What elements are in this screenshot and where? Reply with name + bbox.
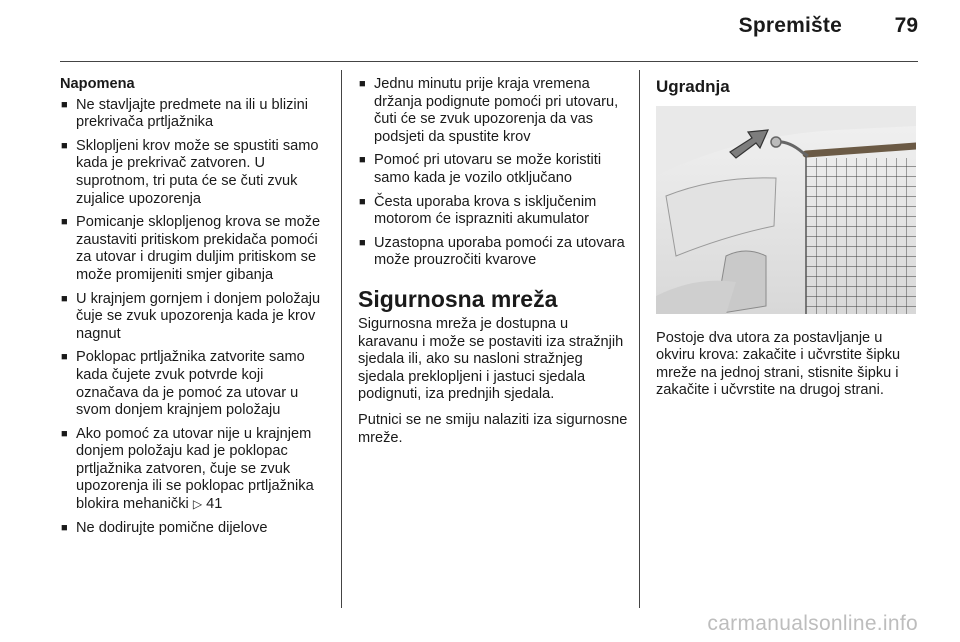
list-item: ■ Poklopac prtljažnika zatvorite samo kada čujete zvuk potvrde koji označava da je pomoć za utovar u svom donjem krajnjem položaju <box>61 349 305 419</box>
note-heading: Napomena <box>60 76 135 92</box>
bullet-square-icon: ■ <box>61 521 68 534</box>
list-item: ■ Pomicanje sklopljenog krova se može zaustaviti pritiskom prekidača pomoći za utovar i drugim duljim pritiskom se može promijeniti smjer gibanja <box>61 214 321 283</box>
list-item: ■ Sklopljeni krov može se spustiti samo kada je prekrivač zatvoren. U suprotnom, tri puta će se čuti zvuk zujalice upozorenja <box>61 137 319 207</box>
bullet-square-icon: ■ <box>61 292 68 305</box>
bullet-square-icon: ■ <box>61 427 68 440</box>
subsection-title: Ugradnja <box>656 77 730 96</box>
section-paragraph: Putnici se ne smiju nalaziti iza sigurnosne mreže. <box>358 411 628 446</box>
list-item: ■ Česta uporaba krova s isključenim motorom će isprazniti akumulator <box>359 193 597 228</box>
column-1 <box>60 76 326 543</box>
bullet-square-icon: ■ <box>359 195 366 208</box>
section-paragraph: Sigurnosna mreža je dostupna u karavanu i može se postaviti iza stražnjih sjedala ili, ako su nasloni stražnjeg sjedala preklopljeni i jastuci sjedala podignuti, iza prednjih sjedala. <box>358 315 624 403</box>
list-item: ■ Ne dodirujte pomične dijelove <box>61 519 268 536</box>
roof-anchor-slot <box>771 137 781 147</box>
column-divider-2 <box>639 70 640 608</box>
note-list <box>60 97 326 538</box>
list-item: ■ Ako pomoć za utovar nije u krajnjem donjem položaju kad je poklopac prtljažnika zatvoren, čuje se zvuk upozorenja ili se poklopac prtljažnika blokira mehanički ▷ 41 <box>61 425 314 513</box>
note-list-continued <box>358 76 628 270</box>
safety-net-installation-illustration <box>656 106 916 314</box>
page-header-title: Spremište <box>738 14 842 37</box>
list-item: ■ Uzastopna uporaba pomoći za utovara može prouzročiti kvarove <box>359 234 625 269</box>
list-item: ■ Ne stavljajte predmete na ili u blizini prekrivača prtljažnika <box>61 96 308 131</box>
bullet-square-icon: ■ <box>61 351 68 364</box>
bullet-square-icon: ■ <box>359 78 366 90</box>
page-reference-arrow-icon: ▷ <box>192 497 203 512</box>
safety-net-mesh <box>806 158 916 314</box>
watermark: carmanualsonline.info <box>707 612 918 635</box>
page-reference-link[interactable]: 41 <box>206 496 223 513</box>
header-rule <box>60 61 918 62</box>
bullet-square-icon: ■ <box>61 98 68 111</box>
section-title: Sigurnosna mreža <box>358 285 558 312</box>
bullet-square-icon: ■ <box>359 154 366 167</box>
column-divider-1 <box>341 70 342 608</box>
installation-paragraph: Postoje dva utora za postavljanje u okviru krova: zakačite i učvrstite šipku mreže na jednoj strani, stisnite šipku i zakačite i učvrstite na drugoj strani. <box>656 329 901 399</box>
list-item: ■ U krajnjem gornjem i donjem položaju čuje se zvuk upozorenja kada je krov nagnut <box>61 290 321 342</box>
column-3 <box>656 76 918 408</box>
column-2 <box>358 76 628 455</box>
bullet-square-icon: ■ <box>61 139 68 152</box>
bullet-square-icon: ■ <box>61 216 68 229</box>
bullet-square-icon: ■ <box>359 236 366 249</box>
list-item: ■ Pomoć pri utovaru se može koristiti samo kada je vozilo otključano <box>359 152 602 186</box>
page-number: 79 <box>894 14 918 37</box>
list-item: ■ Jednu minutu prije kraja vremena držanja podignute pomoći pri utovaru, čuti će se zvuk upozorenja da vas podsjeti da spustite krov <box>359 76 619 145</box>
